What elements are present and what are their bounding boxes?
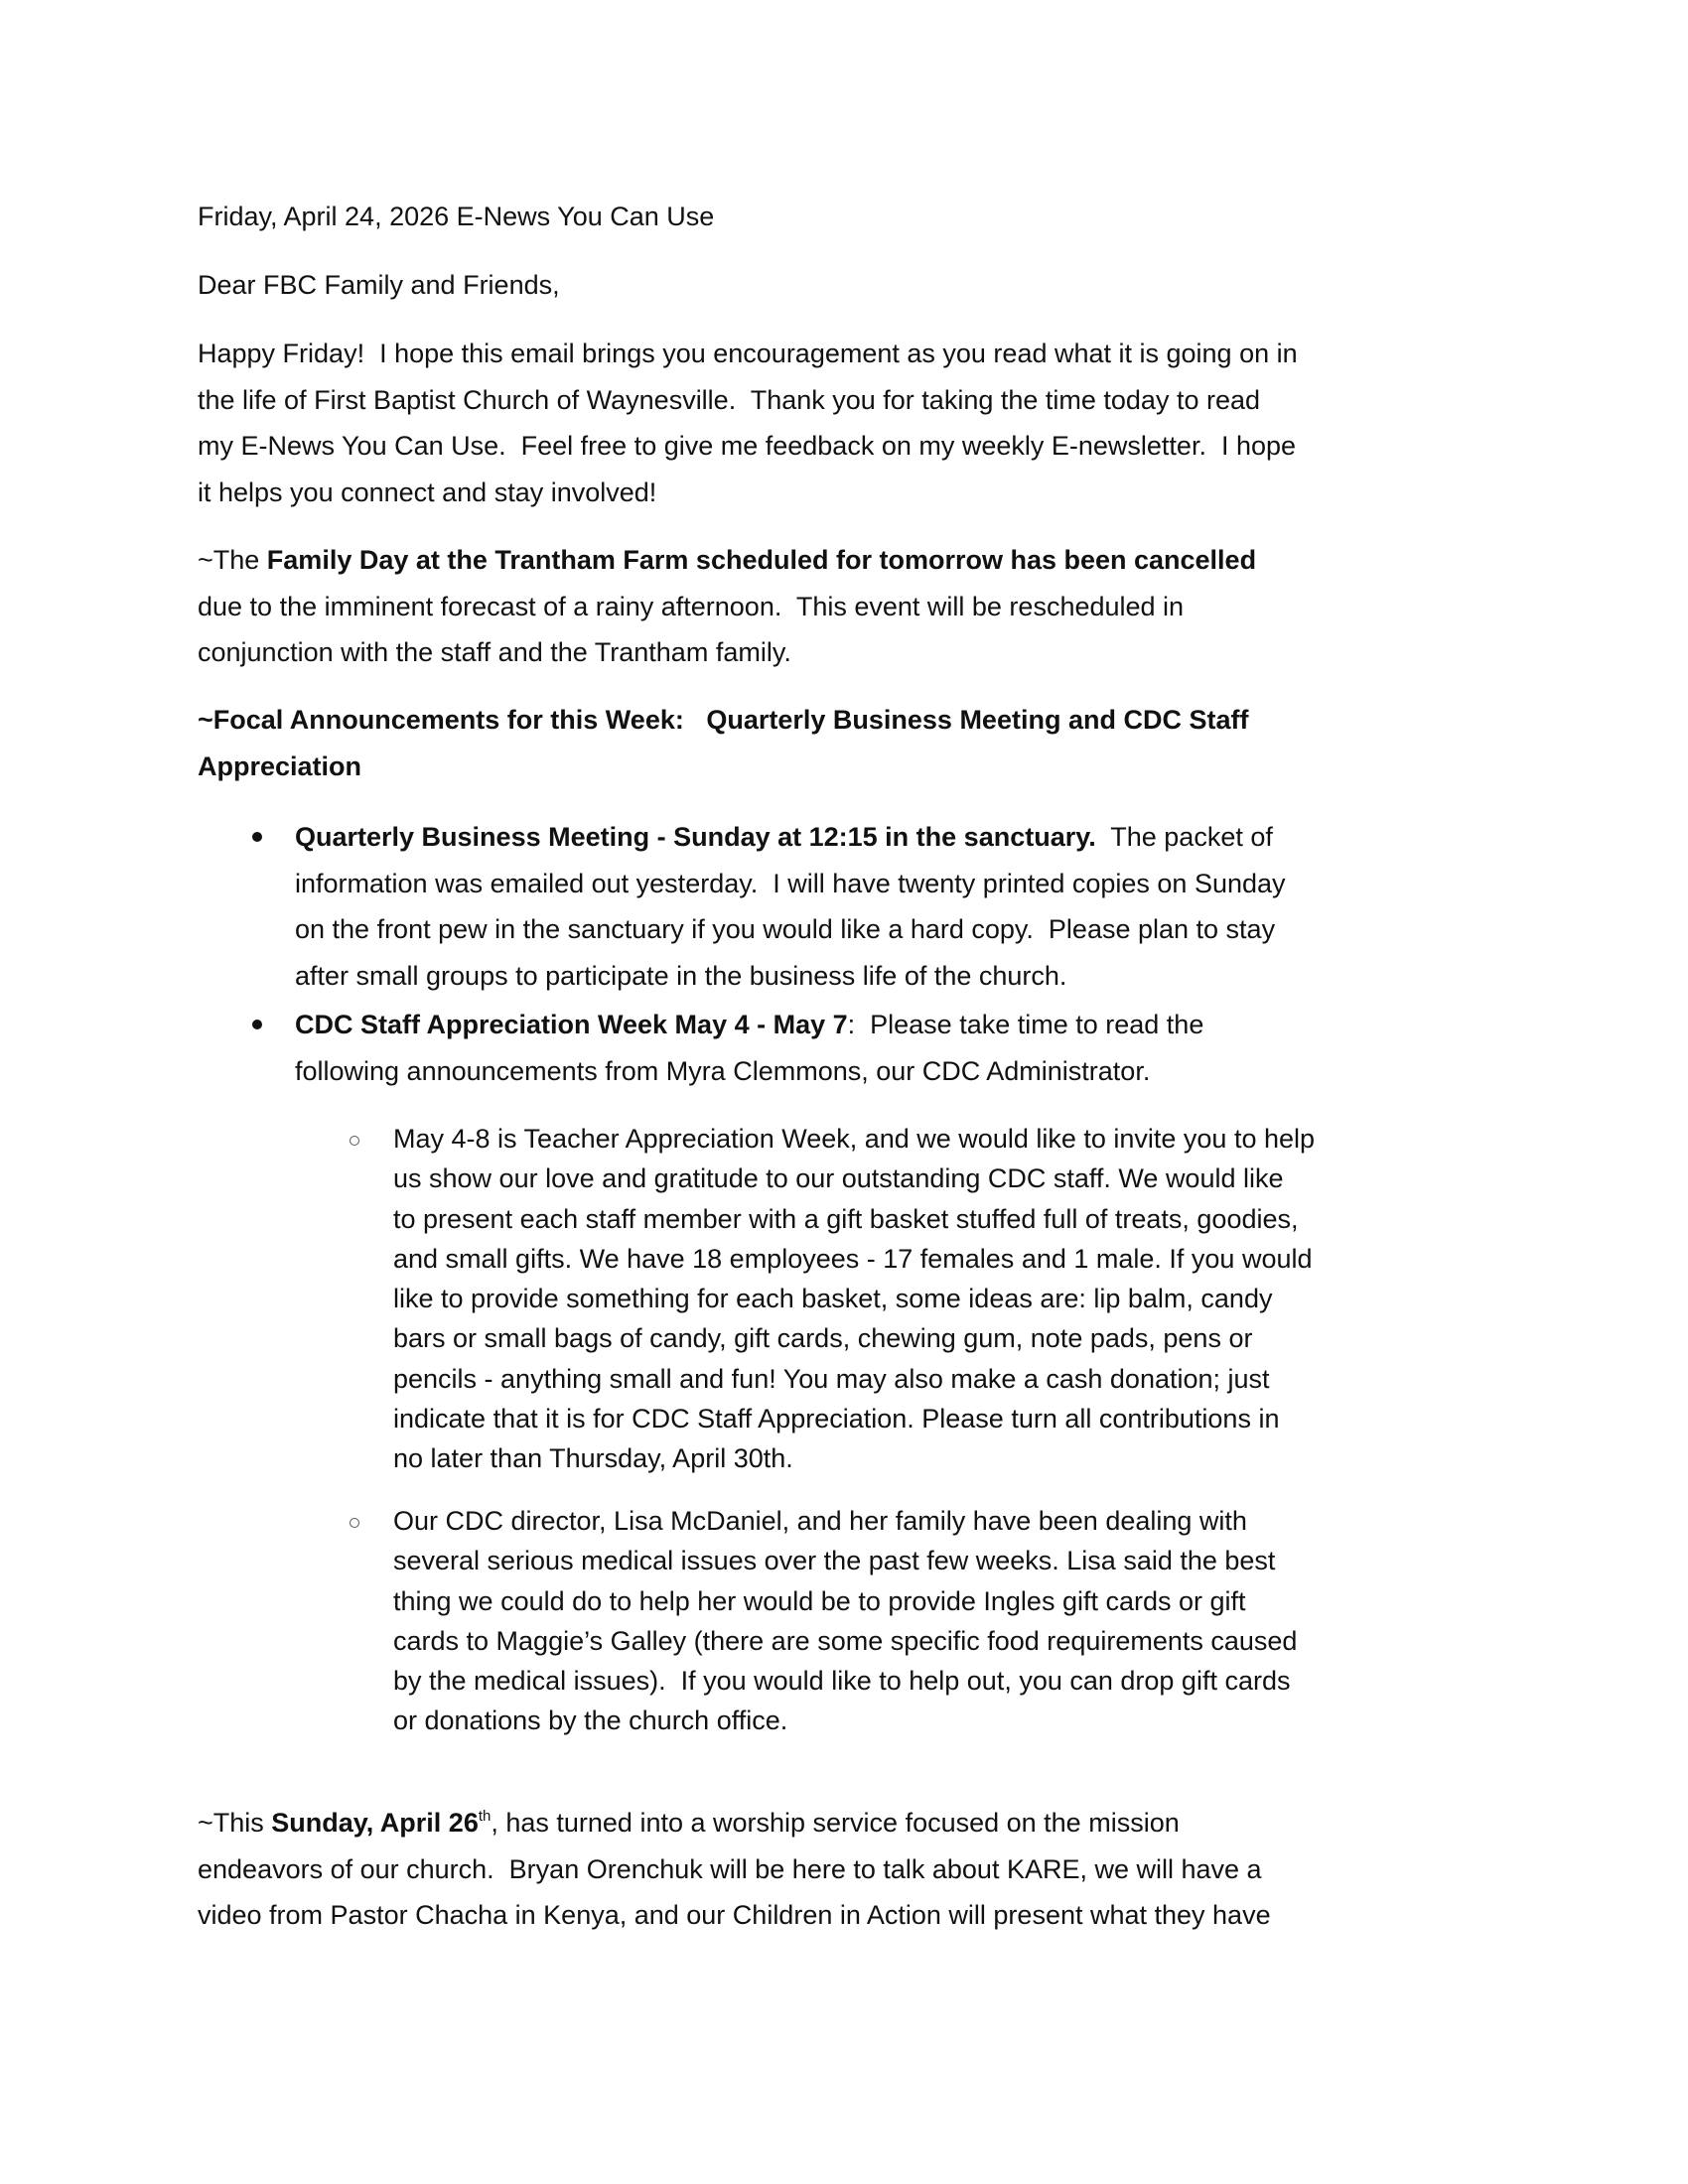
- text-segment: , has turned into a worship service focused on the mission: [491, 1808, 1180, 1838]
- bullet-business-meeting: [295, 814, 1586, 999]
- text-line: [198, 423, 1488, 470]
- text-line: [295, 953, 1586, 1000]
- text-line: [393, 1159, 1684, 1198]
- text-line: [393, 1438, 1684, 1478]
- text-segment: by the medical issues). If you would like to help out, you can drop gift cards: [393, 1666, 1291, 1697]
- sunday-mission-announcement: [198, 1800, 1488, 1939]
- text-line: [198, 584, 1488, 630]
- bold-text: Sunday, April 26: [271, 1808, 479, 1838]
- text-line: [198, 537, 1488, 584]
- text-line: [198, 470, 1488, 516]
- text-segment: cards to Maggie’s Galley (there are some specific food requirements caused: [393, 1625, 1298, 1656]
- text-segment: bars or small bags of candy, gift cards, chewing gum, note pads, pens or: [393, 1323, 1253, 1354]
- text-line: [295, 814, 1586, 861]
- text-segment: information was emailed out yesterday. I will have twenty printed copies on Sunday: [295, 868, 1286, 898]
- text-segment: Our CDC director, Lisa McDaniel, and her family have been dealing with: [393, 1506, 1247, 1536]
- text-segment: to present each staff member with a gift basket stuffed full of treats, goodies,: [393, 1203, 1299, 1234]
- text-line: [393, 1399, 1684, 1438]
- text-line: [198, 331, 1488, 377]
- text-line: [198, 1846, 1488, 1893]
- focal-announcements-heading: [198, 697, 1488, 789]
- newsletter-title: [198, 194, 1488, 240]
- text-segment: May 4-8 is Teacher Appreciation Week, and we would like to invite you to help: [393, 1124, 1316, 1154]
- text-line: [393, 1541, 1684, 1580]
- text-line: [198, 194, 1488, 240]
- text-segment: after small groups to participate in the business life of the church.: [295, 960, 1067, 991]
- bold-text: Appreciation: [198, 751, 362, 781]
- text-segment: on the front pew in the sanctuary if you would like a hard copy. Please plan to stay: [295, 914, 1276, 944]
- text-segment: my E-News You Can Use. Feel free to give me feedback on my weekly E-newsletter. I hope: [198, 431, 1297, 461]
- text-segment: video from Pastor Chacha in Kenya, and our Children in Action will present what they have: [198, 1900, 1271, 1930]
- text-segment: Dear FBC Family and Friends,: [198, 270, 560, 300]
- sub-bullet-teacher-appreciation: [393, 1119, 1684, 1479]
- text-line: [198, 1892, 1488, 1939]
- text-line: [198, 262, 1488, 309]
- text-line: [198, 697, 1488, 744]
- text-segment: Friday, April 24, 2026 E-News You Can Use: [198, 202, 715, 231]
- text-line: [198, 744, 1488, 790]
- text-line: [295, 1048, 1586, 1095]
- bold-text: Family Day at the Trantham Farm scheduled for tomorrow has been cancelled: [266, 545, 1257, 575]
- text-line: [198, 629, 1488, 676]
- hollow-bullet-icon: [350, 1518, 359, 1528]
- text-line: [393, 1359, 1684, 1399]
- greeting: [198, 262, 1488, 309]
- text-segment: ~The: [198, 545, 267, 575]
- text-segment: endeavors of our church. Bryan Orenchuk will be here to talk about KARE, we will have a: [198, 1853, 1262, 1884]
- bold-text: CDC Staff Appreciation Week May 4 - May 7: [295, 1010, 848, 1039]
- text-line: [393, 1199, 1684, 1239]
- text-segment: conjunction with the staff and the Trantham family.: [198, 637, 791, 667]
- text-segment: several serious medical issues over the past few weeks. Lisa said the best: [393, 1546, 1276, 1576]
- text-segment: thing we could do to help her would be to provide Ingles gift cards or gift: [393, 1585, 1246, 1616]
- text-segment: like to provide something for each basket, some ideas are: lip balm, candy: [393, 1284, 1273, 1314]
- text-line: [393, 1318, 1684, 1358]
- text-segment: the life of First Baptist Church of Waynesville. Thank you for taking the time today to read: [198, 384, 1261, 415]
- text-segment: us show our love and gratitude to our outstanding CDC staff. We would like: [393, 1163, 1284, 1194]
- bullet-icon: [252, 1020, 262, 1029]
- bullet-icon: [252, 832, 262, 842]
- text-segment: no later than Thursday, April 30th.: [393, 1443, 793, 1474]
- superscript-text: th: [478, 1808, 492, 1825]
- hollow-bullet-icon: [350, 1136, 359, 1146]
- text-segment: ~This: [198, 1808, 272, 1838]
- text-line: [295, 1002, 1586, 1048]
- text-segment: or donations by the church office.: [393, 1706, 788, 1736]
- text-segment: it helps you connect and stay involved!: [198, 477, 657, 507]
- text-line: [295, 906, 1586, 953]
- text-line: [198, 1800, 1488, 1846]
- text-segment: and small gifts. We have 18 employees - 17 females and 1 male. If you would: [393, 1243, 1313, 1274]
- text-line: [393, 1581, 1684, 1621]
- text-line: [393, 1701, 1684, 1740]
- text-line: [393, 1621, 1684, 1661]
- text-line: [295, 861, 1586, 907]
- text-segment: Happy Friday! I hope this email brings you encouragement as you read what it is going on in: [198, 339, 1298, 368]
- family-day-announcement: [198, 537, 1488, 676]
- text-segment: following announcements from Myra Clemmons, our CDC Administrator.: [295, 1055, 1151, 1086]
- text-line: [393, 1239, 1684, 1279]
- text-line: [393, 1501, 1684, 1541]
- text-line: [393, 1661, 1684, 1701]
- text-segment: : Please take time to read the: [847, 1010, 1204, 1039]
- intro-paragraph: [198, 331, 1488, 515]
- sub-bullet-cdc-director: [393, 1501, 1684, 1741]
- bullet-cdc-staff-appreciation: [295, 1002, 1586, 1094]
- text-line: [198, 377, 1488, 424]
- bold-text: Quarterly Business Meeting - Sunday at 12:15 in the sanctuary.: [295, 822, 1096, 852]
- text-line: [393, 1119, 1684, 1159]
- text-segment: pencils - anything small and fun! You may also make a cash donation; just: [393, 1363, 1270, 1394]
- text-segment: The packet of: [1095, 822, 1273, 852]
- text-line: [393, 1279, 1684, 1318]
- bold-text: ~Focal Announcements for this Week: Quarterly Business Meeting and CDC Staff: [198, 705, 1249, 735]
- text-segment: due to the imminent forecast of a rainy afternoon. This event will be rescheduled in: [198, 591, 1185, 621]
- text-segment: indicate that it is for CDC Staff Appreciation. Please turn all contributions in: [393, 1404, 1280, 1434]
